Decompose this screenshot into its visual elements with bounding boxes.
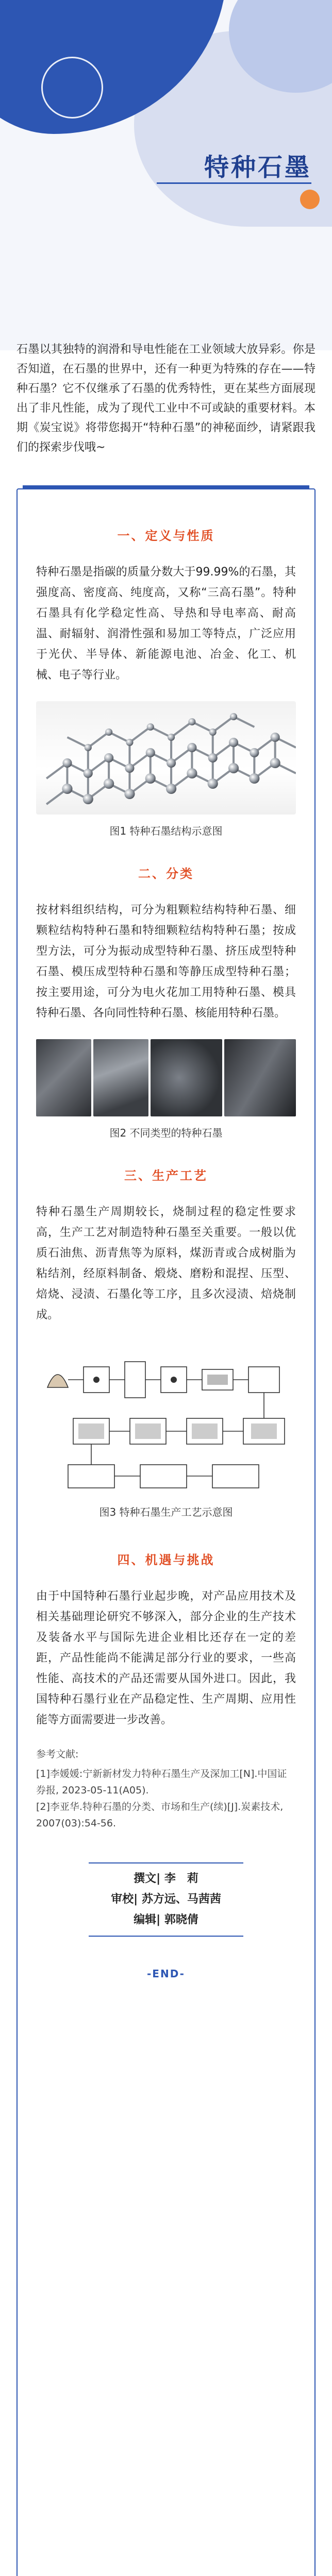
section-1-title: 一、定义与性质 (112, 526, 220, 544)
reference-item: [2]李亚华.特种石墨的分类、市场和生产(续)[J].炭素技术, 2007(03):54-56. (36, 1801, 284, 1829)
graphite-photo-1 (36, 1039, 91, 1116)
section-2-text: 按材料组织结构，可分为粗颗粒结构特种石墨、细颗粒结构特种石墨和特细颗粒结构特种石墨；按成型方法，可分为振动成型特种石墨、挤压成型特种石墨、模压成型特种石墨和等静压成型特种石墨；按主要用途，可分为电火花加工用特种石墨、模具特种石墨、各向同性特种石墨、核能用特种石墨。 (36, 904, 296, 1020)
section-3-title: 三、生产工艺 (119, 1165, 213, 1183)
page-title: 特种石墨 (204, 153, 311, 182)
intro-text: 石墨以其独特的润滑和导电性能在工业领域大放异彩。你是否知道，在石墨的世界中，还有一种更为特殊的存在——特种石墨？它不仅继承了石墨的优秀特性，更在某些方面展现出了非凡性能，成为了现代工业中不可或缺的重要材料。本期《炭宝说》将带您揭开“特种石墨”的神秘面纱，请紧跟我们的探索步伐哦~ (16, 343, 316, 454)
section-4-text: 由于中国特种石墨行业起步晚，对产品应用技术及相关基础理论研究不够深入，部分企业的生产技术及装备水平与国际先进企业相比还存在一定的差距，产品性能尚不能满足部分行业的要求，一些高性能、高技术的产品还需要从国外进口。因此，我国特种石墨行业在产品稳定性、生产周期、应用性能等方面需要进一步改善。 (36, 1590, 296, 1726)
section-4-title: 四、机遇与挑战 (112, 1550, 220, 1568)
graphite-products-image (36, 1039, 296, 1116)
credits (36, 1862, 296, 1937)
graphite-photo-2 (93, 1039, 148, 1116)
graphene-lattice-image (36, 701, 296, 815)
decor-orange-dot-icon (300, 190, 320, 209)
section-1-heading (36, 526, 296, 544)
figure-2 (36, 1039, 296, 1140)
end-label: -END- (147, 1968, 185, 1980)
section-3-text: 特种石墨生产周期较长，烧制过程的稳定性要求高，生产工艺对制造特种石墨至关重要。一般以优质石油焦、沥青焦等为原料，煤沥青或合成树脂为粘结剂，经原料制备、煅烧、磨粉和混捏、压型、焙烧、浸渍、石墨化等工序，且多次浸渍、焙烧制成。 (36, 1206, 296, 1321)
credits-rule-bottom (89, 1936, 243, 1937)
figure-3-caption: 图3 特种石墨生产工艺示意图 (99, 1506, 233, 1518)
title-underline (157, 182, 311, 184)
credit-editor: 编辑| 郭晓倩 (134, 1913, 198, 1926)
figure-1-caption: 图1 特种石墨结构示意图 (109, 825, 223, 837)
section-2-title: 二、分类 (133, 863, 199, 882)
figure-2-caption: 图2 不同类型的特种石墨 (109, 1127, 223, 1139)
content-card (16, 488, 316, 2576)
process-flow-diagram (36, 1341, 296, 1496)
section-4-heading (36, 1550, 296, 1568)
section-1-text: 特种石墨是指碳的质量分数大于99.99%的石墨，其强度高、密度高、纯度高，又称“三高石墨”。特种石墨具有化学稳定性高、导热和导电率高、耐高温、耐辐射、润滑性强和易加工等特点，广泛应用于光伏、半导体、新能源电池、冶金、化工、机械、电子等行业。 (36, 566, 296, 682)
credit-author: 撰文| 李 莉 (134, 1872, 198, 1885)
graphite-photo-3 (151, 1039, 222, 1116)
reference-item: [1]李媛媛:宁新新材发力特种石墨生产及深加工[N].中国证券报, 2023-05-11(A05). (36, 1768, 287, 1796)
decor-circle-icon (41, 57, 103, 118)
figure-3 (36, 1341, 296, 1519)
credits-rule-top (89, 1862, 243, 1863)
figure-1 (36, 701, 296, 838)
section-3-heading (36, 1165, 296, 1183)
graphite-photo-4 (224, 1039, 296, 1116)
header-banner (0, 0, 332, 350)
section-2-heading (36, 863, 296, 882)
card-top-bar (23, 485, 309, 488)
intro-block (0, 340, 332, 457)
references (36, 1746, 296, 1832)
credit-reviewers: 审校| 苏方远、马茜茜 (111, 1893, 221, 1906)
references-title: 参考文献: (36, 1749, 79, 1760)
